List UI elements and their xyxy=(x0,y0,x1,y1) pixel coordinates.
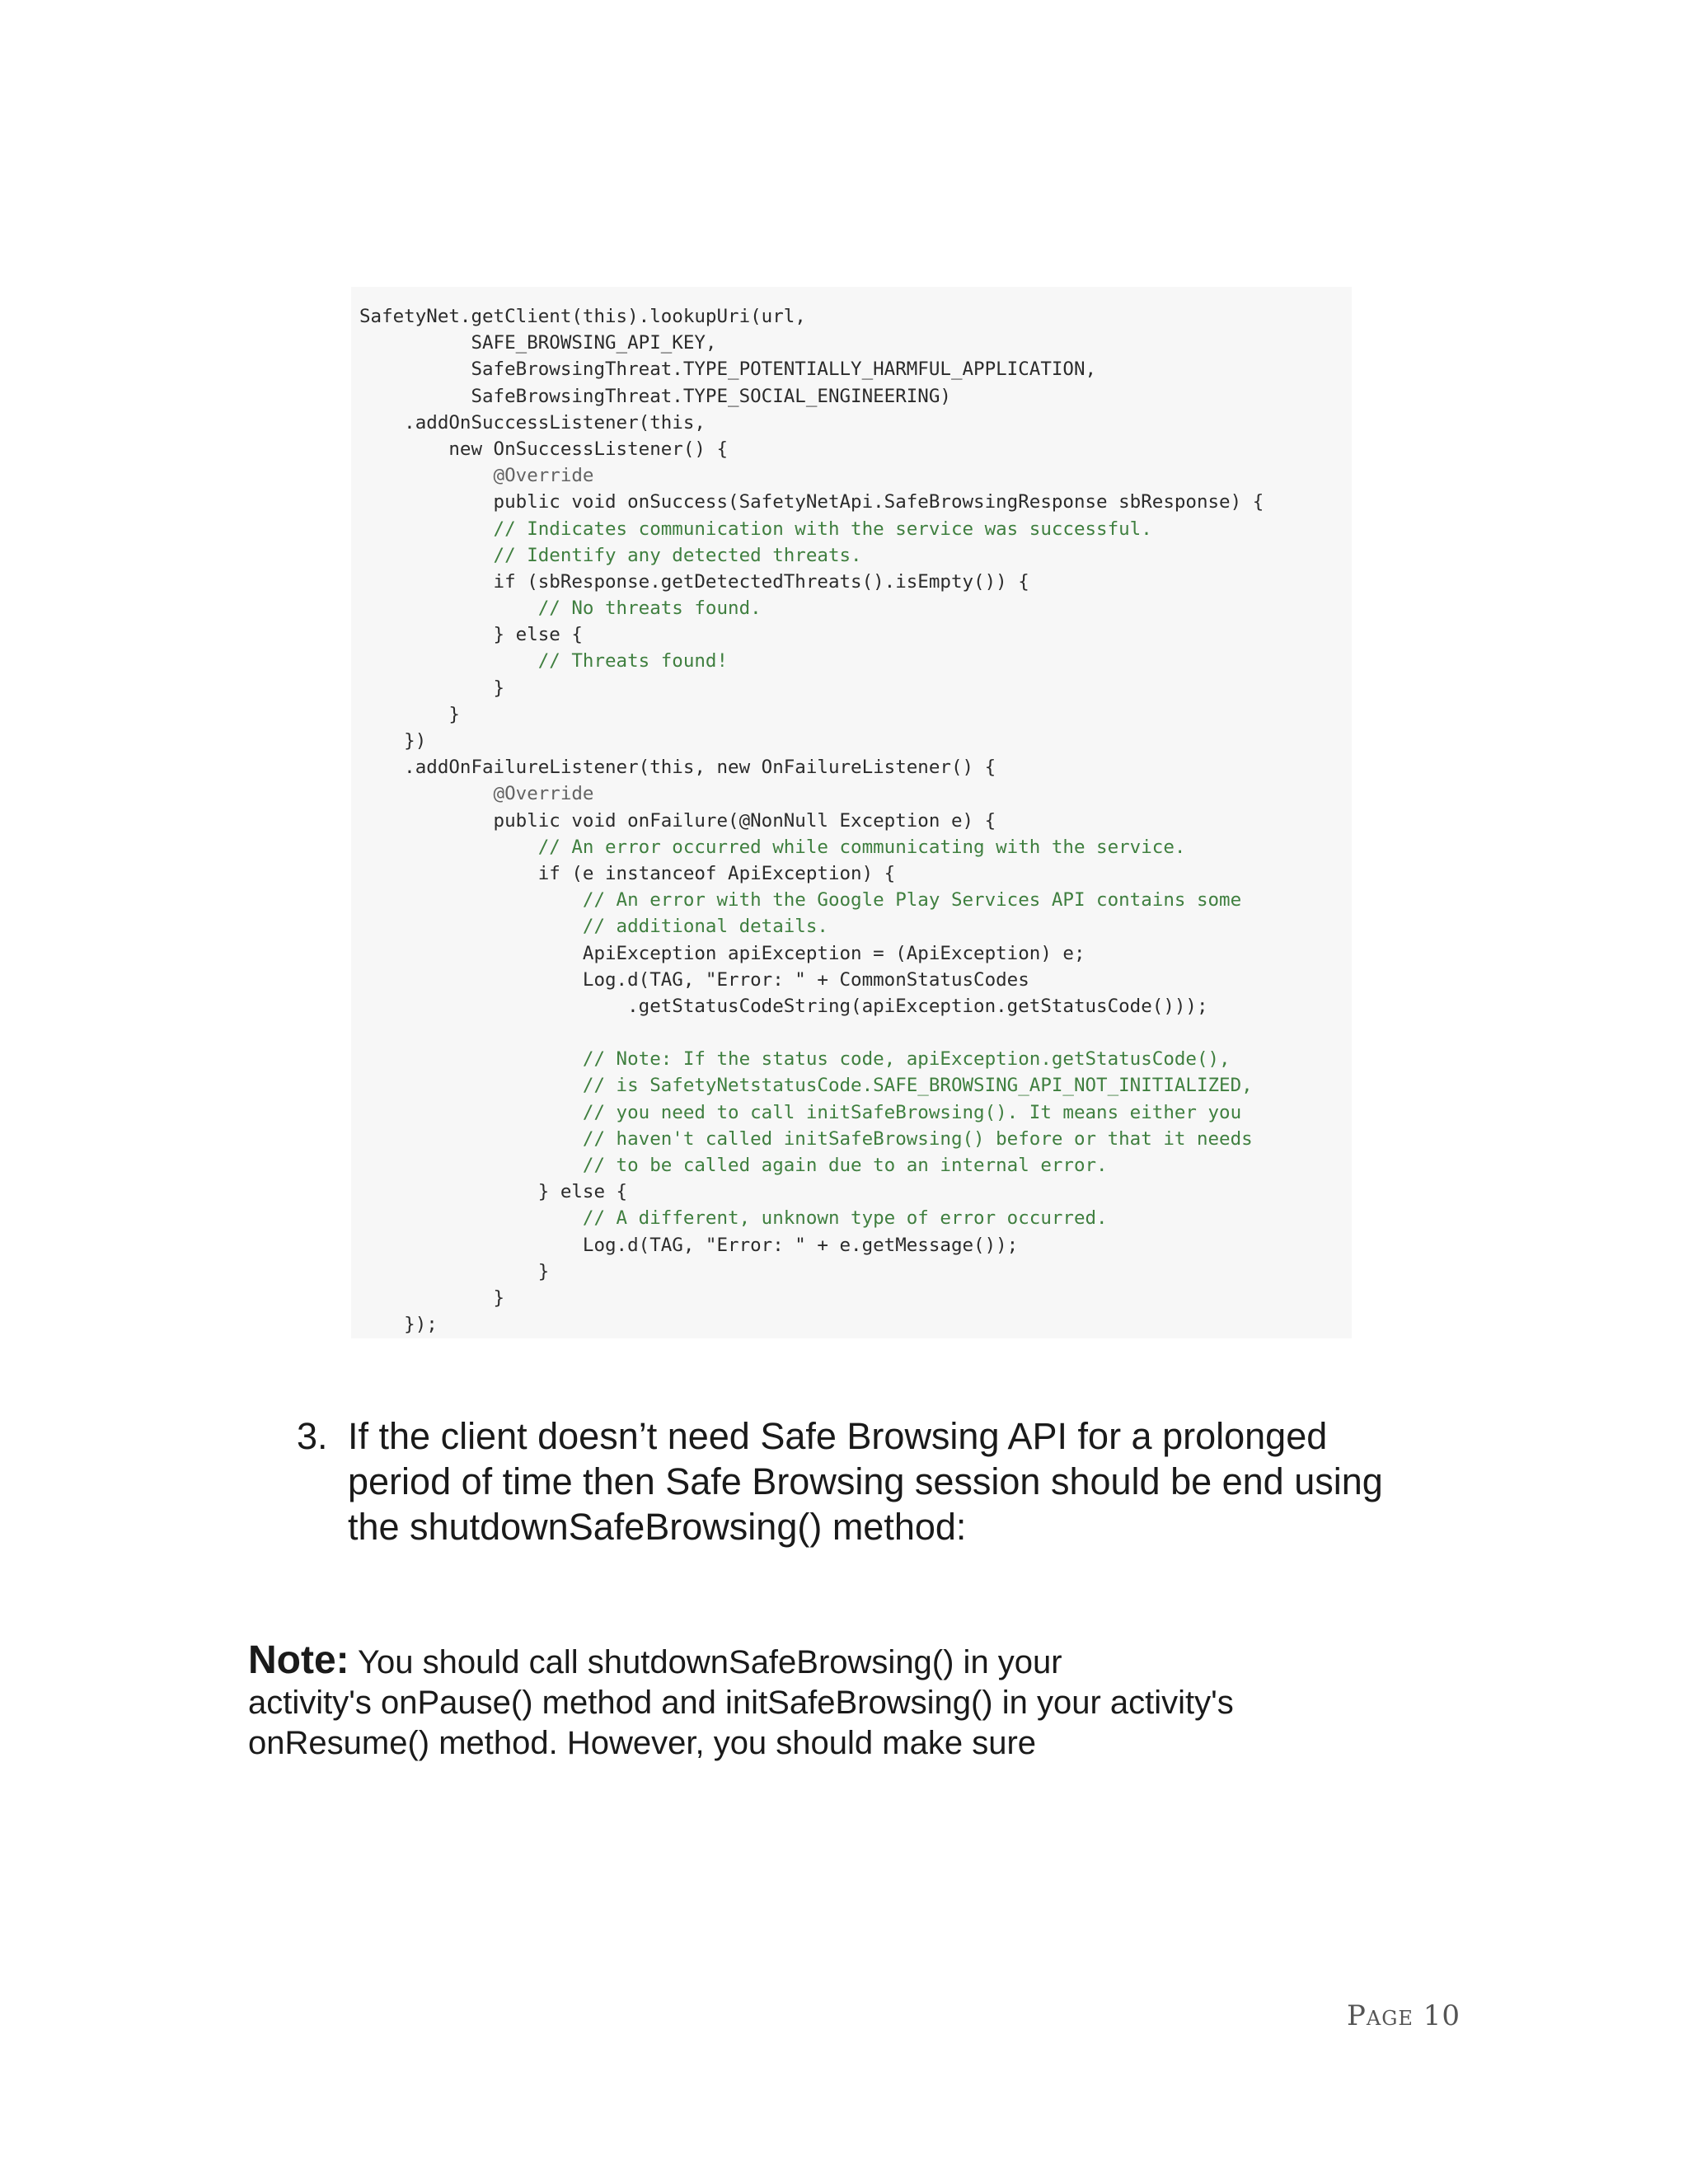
code-line: @Override xyxy=(359,783,594,805)
code-line: // you need to call initSafeBrowsing(). It means either you xyxy=(359,1101,1242,1123)
list-item-number: 3. xyxy=(297,1415,328,1457)
code-line: Log.d(TAG, "Error: " + CommonStatusCodes xyxy=(359,968,1029,991)
code-line: SafetyNet.getClient(this).lookupUri(url, xyxy=(359,306,806,327)
code-line: .addOnSuccessListener(this, xyxy=(359,411,706,434)
note-text-line: activity's onPause() method and initSafeBrowsing() in your activity's xyxy=(248,1685,1234,1721)
code-line: // No threats found. xyxy=(359,598,762,620)
code-line: public void onFailure(@NonNull Exception e) { xyxy=(359,809,996,832)
code-line: } else { xyxy=(359,624,583,646)
note-paragraph xyxy=(248,1640,1484,1764)
code-line: // haven't called initSafeBrowsing() before or that it needs xyxy=(359,1127,1253,1150)
code-line: .getStatusCodeString(apiException.getStatusCode())); xyxy=(359,995,1208,1017)
code-line: }); xyxy=(359,1314,438,1336)
code-line: // is SafetyNetstatusCode.SAFE_BROWSING_API_NOT_INITIALIZED, xyxy=(359,1075,1253,1097)
code-line: // An error occurred while communicating with the service. xyxy=(359,836,1186,858)
list-item-text-line: If the client doesn’t need Safe Browsing API for a prolonged xyxy=(348,1415,1328,1457)
code-line: // Note: If the status code, apiException.getStatusCode(), xyxy=(359,1048,1231,1071)
code-line: // Indicates communication with the service was successful. xyxy=(359,518,1152,540)
code-line: SafeBrowsingThreat.TYPE_POTENTIALLY_HARMFUL_APPLICATION, xyxy=(359,359,1097,381)
code-line: .addOnFailureListener(this, new OnFailureListener() { xyxy=(359,757,996,779)
code-line: @Override xyxy=(359,465,594,487)
list-item-text-line: period of time then Safe Browsing session should be end using xyxy=(348,1460,1383,1502)
code-line: // to be called again due to an internal error. xyxy=(359,1155,1108,1176)
note-text-line: onResume() method. However, you should make sure xyxy=(248,1725,1037,1761)
numbered-list-item xyxy=(297,1413,1451,1549)
code-line: // A different, unknown type of error occurred. xyxy=(359,1207,1108,1230)
code-line: public void onSuccess(SafetyNetApi.SafeBrowsingResponse sbResponse) { xyxy=(359,491,1264,513)
code-line: // additional details. xyxy=(359,916,828,938)
code-line: } xyxy=(359,677,505,699)
code-line: } xyxy=(359,703,460,725)
code-line: Log.d(TAG, "Error: " + e.getMessage()); xyxy=(359,1234,1019,1256)
list-item-text-line: the shutdownSafeBrowsing() method: xyxy=(348,1506,967,1548)
code-line: // Threats found! xyxy=(359,650,729,673)
code-line: SafeBrowsingThreat.TYPE_SOCIAL_ENGINEERING) xyxy=(359,385,951,407)
note-text: You should call shutdownSafeBrowsing() in your xyxy=(349,1644,1062,1680)
code-block xyxy=(351,287,1352,1338)
code-line: ApiException apiException = (ApiException) e; xyxy=(359,942,1085,964)
code-line: new OnSuccessListener() { xyxy=(359,438,729,460)
code-line: if (e instanceof ApiException) { xyxy=(359,862,896,884)
code-line: } xyxy=(359,1286,505,1309)
code-line: }) xyxy=(359,730,427,752)
code-line xyxy=(359,1019,1352,1046)
code-line: // Identify any detected threats. xyxy=(359,544,862,566)
code-line: } else { xyxy=(359,1181,628,1203)
code-line: // An error with the Google Play Services API contains some xyxy=(359,889,1242,912)
code-line: if (sbResponse.getDetectedThreats().isEmpty()) { xyxy=(359,570,1029,593)
code-line: SAFE_BROWSING_API_KEY, xyxy=(359,332,717,354)
note-label: Note: xyxy=(248,1638,349,1682)
page-number: Page 10 xyxy=(1347,1999,1461,2032)
code-line: } xyxy=(359,1260,550,1282)
note-first-line xyxy=(248,1640,1484,1683)
